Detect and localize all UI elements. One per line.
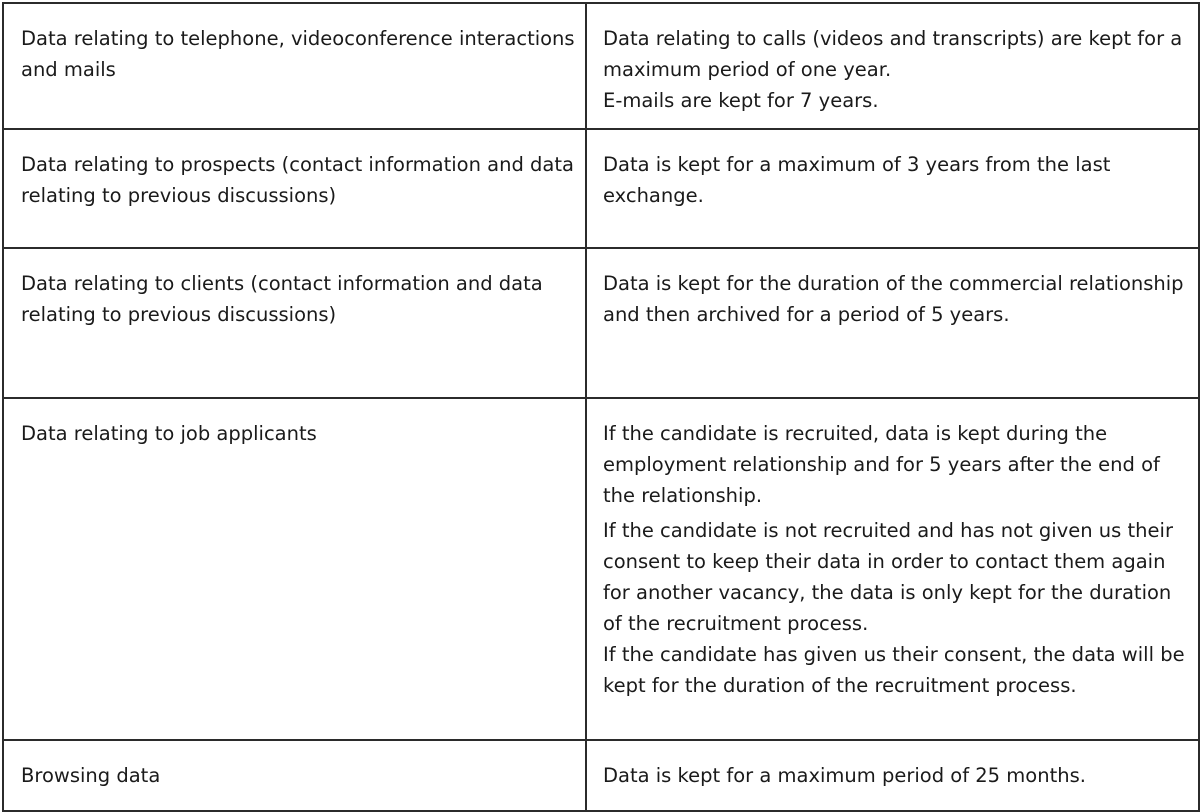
category-cell: Data relating to job applicants xyxy=(3,398,586,740)
retention-cell xyxy=(586,398,1199,740)
category-cell: Data relating to telephone, videoconference interactions and mails xyxy=(3,3,586,129)
table-row xyxy=(3,248,1199,398)
table-row xyxy=(3,3,1199,129)
retention-text: If the candidate has given us their consent, the data will be kept for the duration of the recruitment process. xyxy=(603,643,1185,697)
table-row xyxy=(3,129,1199,248)
retention-text: If the candidate is not recruited and has not given us their consent to keep their data in order to contact them again for another vacancy, the data is only kept for the duration of the recruitment process. xyxy=(603,519,1173,635)
retention-text: If the candidate is recruited, data is kept during the employment relationship and for 5 years after the end of the relationship. xyxy=(603,422,1160,507)
table-row xyxy=(3,740,1199,811)
retention-text: Data is kept for the duration of the commercial relationship and then archived for a period of 5 years. xyxy=(603,272,1184,326)
retention-text: E-mails are kept for 7 years. xyxy=(603,89,879,112)
data-retention-table xyxy=(2,2,1200,812)
retention-text: Data is kept for a maximum of 3 years from the last exchange. xyxy=(603,153,1111,207)
category-cell: Data relating to clients (contact information and data relating to previous discussions) xyxy=(3,248,586,398)
retention-text: Data is kept for a maximum period of 25 months. xyxy=(603,764,1086,787)
retention-text: Data relating to calls (videos and transcripts) are kept for a maximum period of one year. xyxy=(603,27,1183,81)
retention-cell xyxy=(586,3,1199,129)
category-cell: Data relating to prospects (contact information and data relating to previous discussions) xyxy=(3,129,586,248)
table-row xyxy=(3,398,1199,740)
retention-cell xyxy=(586,129,1199,248)
category-cell: Browsing data xyxy=(3,740,586,811)
retention-cell xyxy=(586,248,1199,398)
retention-cell xyxy=(586,740,1199,811)
